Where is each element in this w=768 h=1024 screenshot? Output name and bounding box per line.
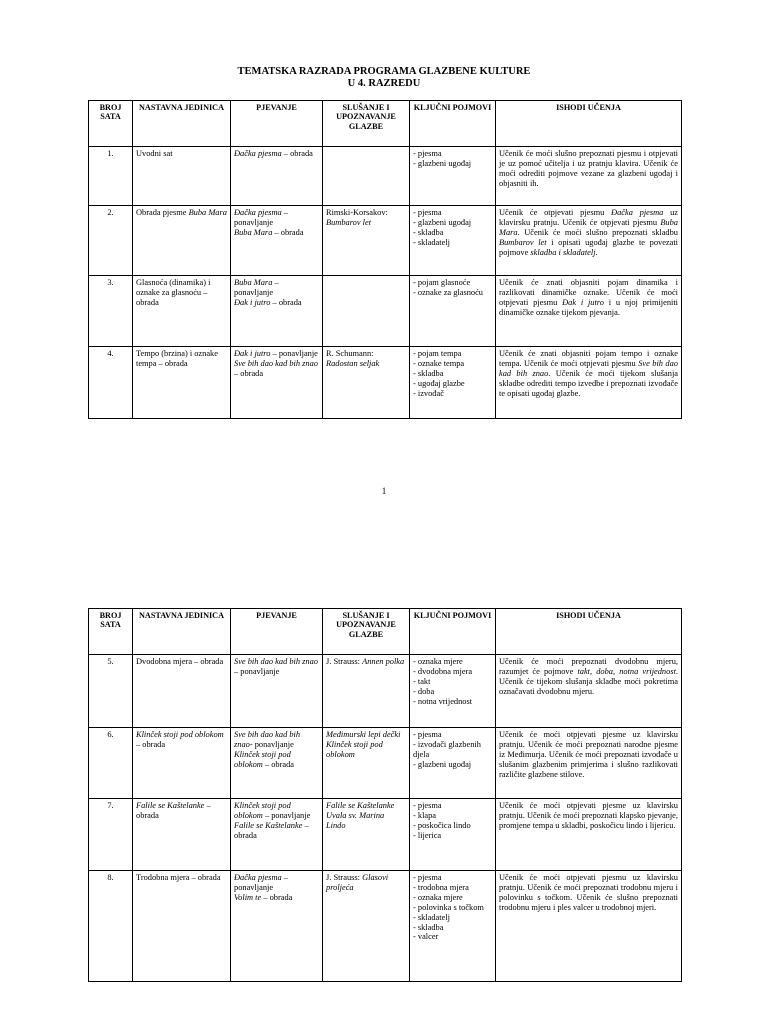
concept-item: - skladba bbox=[413, 922, 444, 932]
teaching-unit: Glasnoća (dinamika) i oznake za glasnoću – obrada bbox=[133, 276, 231, 347]
listening-cell: Falile se Kaštelanke Uvala sv. Marina Lindo bbox=[323, 799, 410, 871]
singing-cell: Đačka pjesma – obrada bbox=[231, 147, 323, 206]
concept-item: - izvođači glazbenih djela bbox=[413, 739, 481, 759]
concept-item: - pjesma bbox=[413, 873, 442, 882]
listening-cell: Rimski-Korsakov: Bumbarov let bbox=[323, 206, 410, 276]
singing-cell: Klinček stoji pod oblokom – ponavljanje Falile se Kaštelanke – obrada bbox=[231, 799, 323, 871]
concept-item: - pojam tempa bbox=[413, 349, 462, 358]
header-listening: SLUŠANJE I UPOZNAVANJE GLAZBE bbox=[323, 609, 410, 655]
key-concepts-cell bbox=[410, 147, 496, 206]
key-concepts-cell bbox=[410, 728, 496, 799]
concept-item: - oznaka mjere bbox=[413, 657, 463, 666]
lesson-row bbox=[89, 799, 682, 871]
concept-item: - glazbeni ugođaj bbox=[413, 759, 472, 769]
teaching-unit: Obrada pjesme Buba Mara bbox=[133, 206, 231, 276]
concept-item: - glazbeni ugođaj bbox=[413, 217, 472, 227]
lesson-number: 2. bbox=[89, 206, 133, 276]
key-concepts-cell bbox=[410, 347, 496, 419]
concept-item: - glazbeni ugođaj bbox=[413, 158, 472, 168]
header-singing: PJEVANJE bbox=[231, 609, 323, 655]
lesson-row bbox=[89, 655, 682, 728]
concept-item: - valcer bbox=[413, 932, 439, 942]
header-key-concepts: KLJUČNI POJMOVI bbox=[410, 609, 496, 655]
learning-outcome-cell: Učenik će znati objasniti pojam tempo i oznake tempa. Učenik će moći otpjevati pjesmu Sve bih dao kad bih znao. Učenik će moći tijekom slušanja skladbe odrediti tempo izvedbe i prepoznati izvođače te opisati ugođaj glazbe. bbox=[496, 347, 682, 419]
lesson-number: 7. bbox=[89, 799, 133, 871]
learning-outcome-cell: Učenik će moći prepoznati dvodobnu mjeru, razumjet će pojmove takt, doba, notna vrijednost. Učenik će tijekom slušanja skladbe moći pokretima označavati dvodobnu mjeru. bbox=[496, 655, 682, 728]
concept-item: - oznake za glasnoću bbox=[413, 287, 483, 297]
header-teaching-unit: NASTAVNA JEDINICA bbox=[133, 101, 231, 147]
concept-item: - skladatelj bbox=[413, 912, 450, 922]
concept-item: - poskočica lindo bbox=[413, 820, 471, 830]
concept-item: - doba bbox=[413, 686, 435, 696]
concept-item: - trodobna mjera bbox=[413, 882, 469, 892]
lesson-plan-table-1 bbox=[88, 100, 682, 419]
concept-item: - pjesma bbox=[413, 149, 442, 158]
listening-cell: J. Strauss: Annen polka bbox=[323, 655, 410, 728]
teaching-unit: Tempo (brzina) i oznake tempa – obrada bbox=[133, 347, 231, 419]
singing-cell: Sve bih dao kad bih znao- ponavljanje Klinček stoji pod oblokom – obrada bbox=[231, 728, 323, 799]
singing-cell: Đačka pjesma – ponavljanje Buba Mara – obrada bbox=[231, 206, 323, 276]
page-number: 1 bbox=[381, 486, 387, 496]
lesson-row bbox=[89, 206, 682, 276]
concept-item: - polovinka s točkom bbox=[413, 902, 484, 912]
lesson-row bbox=[89, 728, 682, 799]
singing-cell: Đak i jutro – ponavljanje Sve bih dao kad bih znao – obrada bbox=[231, 347, 323, 419]
teaching-unit: Falile se Kaštelanke – obrada bbox=[133, 799, 231, 871]
header-lesson-number: BROJ SATA bbox=[89, 101, 133, 147]
listening-cell: R. Schumann: Radostan seljak bbox=[323, 347, 410, 419]
header-learning-outcomes: ISHODI UČENJA bbox=[496, 609, 682, 655]
learning-outcome-cell: Učenik će moći otpjevati pjesme uz klavirsku pratnju. Učenik će moći prepoznati narodne pjesme iz Međimurja. Učenik će moći prepoznati izvođače u slušanim glazbenim primjerima i slušno razlikovati različite glazbene stilove. bbox=[496, 728, 682, 799]
header-singing: PJEVANJE bbox=[231, 101, 323, 147]
singing-cell: Sve bih dao kad bih znao – ponavljanje bbox=[231, 655, 323, 728]
teaching-unit: Trodobna mjera – obrada bbox=[133, 871, 231, 982]
lesson-number: 4. bbox=[89, 347, 133, 419]
concept-item: - lijerica bbox=[413, 830, 442, 840]
header-learning-outcomes: ISHODI UČENJA bbox=[496, 101, 682, 147]
listening-cell bbox=[323, 147, 410, 206]
concept-item: - skladba bbox=[413, 227, 444, 237]
listening-cell: J. Strauss: Glasovi proljeća bbox=[323, 871, 410, 982]
lesson-row bbox=[89, 871, 682, 982]
singing-cell: Đačka pjesma – ponavljanje Volim te – obrada bbox=[231, 871, 323, 982]
teaching-unit: Uvodni sat bbox=[133, 147, 231, 206]
concept-item: - pjesma bbox=[413, 208, 442, 217]
lesson-number: 1. bbox=[89, 147, 133, 206]
singing-cell: Buba Mara – ponavljanje Đak i jutro – obrada bbox=[231, 276, 323, 347]
lesson-number: 6. bbox=[89, 728, 133, 799]
learning-outcome-cell: Učenik će moći otpjevati pjesmu uz klavirsku pratnju. Učenik će moći prepoznati trodobnu mjeru i polovinku s točkom. Učenik će slušno prepoznati trodobnu mjeru i ples valcer u trodobnoj mjeri. bbox=[496, 871, 682, 982]
lesson-row bbox=[89, 347, 682, 419]
teaching-unit: Dvodobna mjera – obrada bbox=[133, 655, 231, 728]
concept-item: - pojam glasnoće bbox=[413, 278, 471, 287]
lesson-number: 5. bbox=[89, 655, 133, 728]
title-line-2: U 4. RAZREDU bbox=[347, 78, 421, 90]
concept-item: - notna vrijednost bbox=[413, 696, 473, 706]
document-title bbox=[0, 66, 768, 90]
key-concepts-cell bbox=[410, 206, 496, 276]
header-teaching-unit: NASTAVNA JEDINICA bbox=[133, 609, 231, 655]
concept-item: - takt bbox=[413, 676, 431, 686]
concept-item: - klapa bbox=[413, 810, 437, 820]
key-concepts-cell bbox=[410, 799, 496, 871]
key-concepts-cell bbox=[410, 655, 496, 728]
learning-outcome-cell: Učenik će moći otpjevati pjesme uz klavirsku pratnju. Učenik će moći prepoznati klapsko pjevanje, promjene tempa u skladbi, poskočicu lindo i lijericu. bbox=[496, 799, 682, 871]
learning-outcome-cell: Učenik će znati objasniti pojam dinamika i razlikovati dinamičke oznake. Učenik će moći otpjevati pjesmu Đak i jutro i u njoj primijeniti dinamičke oznake tijekom pjevanja. bbox=[496, 276, 682, 347]
header-listening: SLUŠANJE I UPOZNAVANJE GLAZBE bbox=[323, 101, 410, 147]
lesson-plan-table-2 bbox=[88, 608, 682, 982]
concept-item: - dvodobna mjera bbox=[413, 666, 473, 676]
concept-item: - oznake tempa bbox=[413, 358, 465, 368]
title-line-1: TEMATSKA RAZRADA PROGRAMA GLAZBENE KULTURE bbox=[237, 66, 531, 77]
key-concepts-cell bbox=[410, 276, 496, 347]
lesson-number: 8. bbox=[89, 871, 133, 982]
listening-cell: Međimurski lepi dečki Klinček stoji pod oblokom bbox=[323, 728, 410, 799]
concept-item: - skladatelj bbox=[413, 237, 450, 247]
key-concepts-cell bbox=[410, 871, 496, 982]
learning-outcome-cell: Učenik će moći slušno prepoznati pjesmu i otpjevati je uz pomoć učitelja i uz pratnju klavira. Učenik će moći odrediti pojmove vezane za glazbeni ugođaj i objasniti ih. bbox=[496, 147, 682, 206]
lesson-row bbox=[89, 147, 682, 206]
concept-item: - ugođaj glazbe bbox=[413, 378, 465, 388]
concept-item: - skladba bbox=[413, 368, 444, 378]
header-key-concepts: KLJUČNI POJMOVI bbox=[410, 101, 496, 147]
learning-outcome-cell: Učenik će otpjevati pjesmu Đačka pjesma uz klavirsku pratnju. Učenik će otpjevati pjesmu Buba Mara. Učenik će moći slušno prepoznati skladbu Bumbarov let i opisati ugođaj glazbe te povezati pojmove skladba i skladatelj. bbox=[496, 206, 682, 276]
teaching-unit: Klinček stoji pod oblokom – obrada bbox=[133, 728, 231, 799]
header-lesson-number: BROJ SATA bbox=[89, 609, 133, 655]
concept-item: - pjesma bbox=[413, 801, 442, 810]
lesson-number: 3. bbox=[89, 276, 133, 347]
lesson-row bbox=[89, 276, 682, 347]
concept-item: - pjesma bbox=[413, 730, 442, 739]
listening-cell bbox=[323, 276, 410, 347]
concept-item: - oznaka mjere bbox=[413, 892, 463, 902]
concept-item: - izvođač bbox=[413, 388, 444, 398]
